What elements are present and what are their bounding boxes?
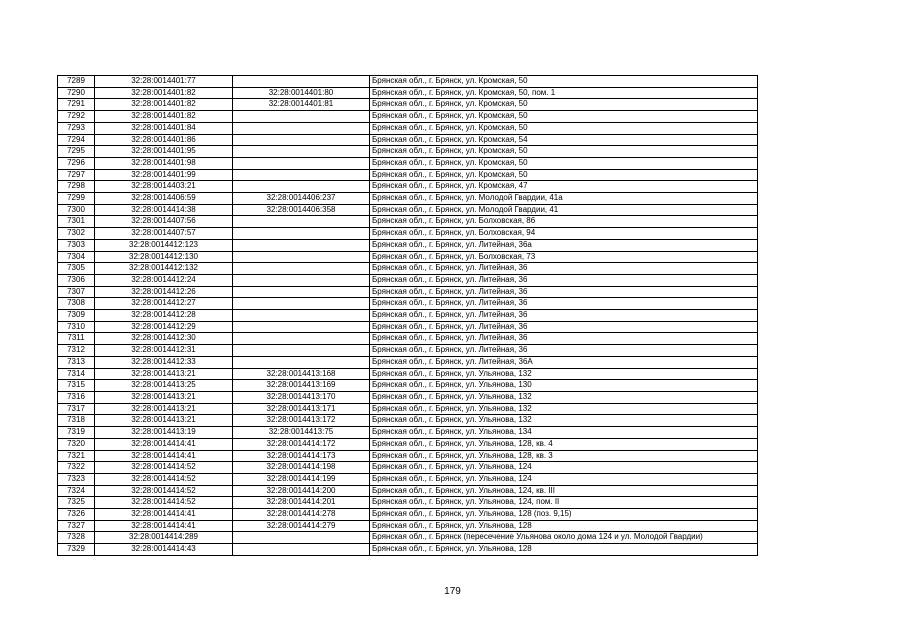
object-number-cell: 32:28:0014406:358 (233, 204, 370, 216)
cadastral-number-cell: 32:28:0014413:21 (95, 415, 233, 427)
object-number-cell (233, 286, 370, 298)
address-cell: Брянская обл., г. Брянск, ул. Ульянова, 132 (370, 391, 758, 403)
table-row (58, 415, 758, 427)
object-number-cell (233, 216, 370, 228)
table-row (58, 462, 758, 474)
address-cell: Брянская обл., г. Брянск, ул. Кромская, 50 (370, 157, 758, 169)
table-row (58, 146, 758, 158)
object-number-cell (233, 263, 370, 275)
row-number-cell: 7328 (58, 532, 95, 544)
row-number-cell: 7294 (58, 134, 95, 146)
address-cell: Брянская обл., г. Брянск, ул. Ульянова, 132 (370, 368, 758, 380)
table-row (58, 509, 758, 521)
cadastral-number-cell: 32:28:0014412:28 (95, 310, 233, 322)
address-cell: Брянская обл., г. Брянск, ул. Литейная, 36 (370, 345, 758, 357)
table-row (58, 251, 758, 263)
object-number-cell: 32:28:0014414:199 (233, 473, 370, 485)
object-number-cell: 32:28:0014413:75 (233, 427, 370, 439)
row-number-cell: 7322 (58, 462, 95, 474)
object-number-cell (233, 239, 370, 251)
row-number-cell: 7298 (58, 181, 95, 193)
table-row (58, 485, 758, 497)
object-number-cell: 32:28:0014413:172 (233, 415, 370, 427)
table-row (58, 497, 758, 509)
table-row (58, 473, 758, 485)
row-number-cell: 7291 (58, 99, 95, 111)
row-number-cell: 7297 (58, 169, 95, 181)
address-cell: Брянская обл., г. Брянск, ул. Литейная, 36 (370, 286, 758, 298)
cadastral-number-cell: 32:28:0014412:123 (95, 239, 233, 251)
table-row (58, 333, 758, 345)
cadastral-number-cell: 32:28:0014401:77 (95, 76, 233, 88)
address-cell: Брянская обл., г. Брянск, ул. Кромская, 50 (370, 99, 758, 111)
table-row (58, 111, 758, 123)
table-row (58, 310, 758, 322)
cadastral-number-cell: 32:28:0014414:41 (95, 450, 233, 462)
table-row (58, 532, 758, 544)
cadastral-number-cell: 32:28:0014412:26 (95, 286, 233, 298)
row-number-cell: 7312 (58, 345, 95, 357)
object-number-cell: 32:28:0014414:278 (233, 509, 370, 521)
table-row (58, 169, 758, 181)
object-number-cell (233, 345, 370, 357)
row-number-cell: 7301 (58, 216, 95, 228)
object-number-cell: 32:28:0014413:170 (233, 391, 370, 403)
address-cell: Брянская обл., г. Брянск, ул. Литейная, 36 (370, 321, 758, 333)
row-number-cell: 7292 (58, 111, 95, 123)
row-number-cell: 7305 (58, 263, 95, 275)
object-number-cell: 32:28:0014406:237 (233, 193, 370, 205)
object-number-cell (233, 310, 370, 322)
cadastral-number-cell: 32:28:0014414:41 (95, 438, 233, 450)
row-number-cell: 7327 (58, 520, 95, 532)
address-cell: Брянская обл., г. Брянск, ул. Литейная, 36 (370, 274, 758, 286)
row-number-cell: 7329 (58, 544, 95, 556)
table-row (58, 368, 758, 380)
row-number-cell: 7323 (58, 473, 95, 485)
row-number-cell: 7295 (58, 146, 95, 158)
cadastral-number-cell: 32:28:0014413:21 (95, 368, 233, 380)
object-number-cell (233, 181, 370, 193)
address-cell: Брянская обл., г. Брянск, ул. Литейная, 36 (370, 333, 758, 345)
object-number-cell: 32:28:0014414:173 (233, 450, 370, 462)
cadastral-number-cell: 32:28:0014412:31 (95, 345, 233, 357)
address-cell: Брянская обл., г. Брянск, ул. Кромская, 50, пом. 1 (370, 87, 758, 99)
table-row (58, 391, 758, 403)
row-number-cell: 7314 (58, 368, 95, 380)
cadastral-number-cell: 32:28:0014412:30 (95, 333, 233, 345)
cadastral-number-cell: 32:28:0014412:24 (95, 274, 233, 286)
table-row (58, 122, 758, 134)
table-row (58, 298, 758, 310)
row-number-cell: 7315 (58, 380, 95, 392)
row-number-cell: 7319 (58, 427, 95, 439)
object-number-cell: 32:28:0014401:80 (233, 87, 370, 99)
table-row (58, 520, 758, 532)
address-cell: Брянская обл., г. Брянск, ул. Кромская, 50 (370, 169, 758, 181)
object-number-cell (233, 122, 370, 134)
object-number-cell (233, 356, 370, 368)
address-cell: Брянская обл., г. Брянск, ул. Болховская, 73 (370, 251, 758, 263)
object-number-cell: 32:28:0014414:172 (233, 438, 370, 450)
table-row (58, 403, 758, 415)
object-number-cell (233, 251, 370, 263)
table-row (58, 263, 758, 275)
table-row (58, 204, 758, 216)
cadastral-number-cell: 32:28:0014412:27 (95, 298, 233, 310)
address-cell: Брянская обл., г. Брянск, ул. Ульянова, 124 (370, 462, 758, 474)
object-number-cell (233, 274, 370, 286)
address-cell: Брянская обл., г. Брянск, ул. Кромская, 50 (370, 122, 758, 134)
row-number-cell: 7325 (58, 497, 95, 509)
address-cell: Брянская обл., г. Брянск, ул. Ульянова, 130 (370, 380, 758, 392)
address-cell: Брянская обл., г. Брянск, ул. Ульянова, 128, кв. 3 (370, 450, 758, 462)
table-row (58, 286, 758, 298)
row-number-cell: 7326 (58, 509, 95, 521)
row-number-cell: 7310 (58, 321, 95, 333)
row-number-cell: 7313 (58, 356, 95, 368)
object-number-cell (233, 146, 370, 158)
object-number-cell: 32:28:0014413:168 (233, 368, 370, 380)
cadastral-number-cell: 32:28:0014414:52 (95, 473, 233, 485)
table-row (58, 345, 758, 357)
cadastral-number-cell: 32:28:0014414:52 (95, 497, 233, 509)
object-number-cell: 32:28:0014414:198 (233, 462, 370, 474)
row-number-cell: 7317 (58, 403, 95, 415)
object-number-cell (233, 76, 370, 88)
address-cell: Брянская обл., г. Брянск, ул. Болховская, 86 (370, 216, 758, 228)
row-number-cell: 7320 (58, 438, 95, 450)
row-number-cell: 7307 (58, 286, 95, 298)
address-cell: Брянская обл., г. Брянск, ул. Литейная, 36 (370, 310, 758, 322)
address-cell: Брянская обл., г. Брянск, ул. Ульянова, 134 (370, 427, 758, 439)
row-number-cell: 7300 (58, 204, 95, 216)
table-row (58, 274, 758, 286)
cadastral-number-cell: 32:28:0014414:52 (95, 462, 233, 474)
row-number-cell: 7302 (58, 228, 95, 240)
table-row (58, 427, 758, 439)
address-cell: Брянская обл., г. Брянск, ул. Ульянова, 128 (370, 544, 758, 556)
object-number-cell (233, 333, 370, 345)
cadastral-number-cell: 32:28:0014412:29 (95, 321, 233, 333)
cadastral-number-cell: 32:28:0014412:130 (95, 251, 233, 263)
page-number: 179 (444, 586, 461, 597)
address-cell: Брянская обл., г. Брянск, ул. Кромская, 50 (370, 76, 758, 88)
address-cell: Брянская обл., г. Брянск, ул. Ульянова, 124, пом. II (370, 497, 758, 509)
row-number-cell: 7293 (58, 122, 95, 134)
cadastral-number-cell: 32:28:0014407:56 (95, 216, 233, 228)
cadastral-number-cell: 32:28:0014401:99 (95, 169, 233, 181)
cadastral-number-cell: 32:28:0014414:52 (95, 485, 233, 497)
row-number-cell: 7289 (58, 76, 95, 88)
cadastral-number-cell: 32:28:0014413:21 (95, 391, 233, 403)
object-number-cell: 32:28:0014414:279 (233, 520, 370, 532)
object-number-cell (233, 298, 370, 310)
address-cell: Брянская обл., г. Брянск, ул. Литейная, 36а (370, 239, 758, 251)
object-number-cell (233, 134, 370, 146)
table-row (58, 438, 758, 450)
address-cell: Брянская обл., г. Брянск, ул. Ульянова, 132 (370, 403, 758, 415)
object-number-cell: 32:28:0014401:81 (233, 99, 370, 111)
cadastral-number-cell: 32:28:0014406:59 (95, 193, 233, 205)
address-cell: Брянская обл., г. Брянск, ул. Кромская, 50 (370, 146, 758, 158)
address-cell: Брянская обл., г. Брянск (пересечение Ульянова около дома 124 и ул. Молодой Гвардии) (370, 532, 758, 544)
address-cell: Брянская обл., г. Брянск, ул. Кромская, 50 (370, 111, 758, 123)
registry-table (57, 75, 758, 556)
row-number-cell: 7306 (58, 274, 95, 286)
object-number-cell: 32:28:0014414:200 (233, 485, 370, 497)
address-cell: Брянская обл., г. Брянск, ул. Ульянова, 128 (370, 520, 758, 532)
table-row (58, 87, 758, 99)
cadastral-number-cell: 32:28:0014401:86 (95, 134, 233, 146)
row-number-cell: 7299 (58, 193, 95, 205)
address-cell: Брянская обл., г. Брянск, ул. Литейная, 36 (370, 263, 758, 275)
object-number-cell (233, 157, 370, 169)
table-row (58, 356, 758, 368)
table-row (58, 321, 758, 333)
row-number-cell: 7304 (58, 251, 95, 263)
address-cell: Брянская обл., г. Брянск, ул. Кромская, 54 (370, 134, 758, 146)
address-cell: Брянская обл., г. Брянск, ул. Ульянова, 124, кв. III (370, 485, 758, 497)
object-number-cell: 32:28:0014413:169 (233, 380, 370, 392)
object-number-cell (233, 169, 370, 181)
row-number-cell: 7308 (58, 298, 95, 310)
row-number-cell: 7309 (58, 310, 95, 322)
row-number-cell: 7318 (58, 415, 95, 427)
row-number-cell: 7311 (58, 333, 95, 345)
cadastral-number-cell: 32:28:0014403:21 (95, 181, 233, 193)
table-row (58, 181, 758, 193)
cadastral-number-cell: 32:28:0014401:82 (95, 99, 233, 111)
object-number-cell (233, 111, 370, 123)
address-cell: Брянская обл., г. Брянск, ул. Литейная, 36А (370, 356, 758, 368)
cadastral-number-cell: 32:28:0014413:21 (95, 403, 233, 415)
table-row (58, 216, 758, 228)
object-number-cell: 32:28:0014413:171 (233, 403, 370, 415)
object-number-cell: 32:28:0014414:201 (233, 497, 370, 509)
cadastral-number-cell: 32:28:0014414:43 (95, 544, 233, 556)
row-number-cell: 7296 (58, 157, 95, 169)
object-number-cell (233, 228, 370, 240)
cadastral-number-cell: 32:28:0014413:19 (95, 427, 233, 439)
cadastral-number-cell: 32:28:0014401:84 (95, 122, 233, 134)
table-row (58, 228, 758, 240)
cadastral-number-cell: 32:28:0014401:98 (95, 157, 233, 169)
address-cell: Брянская обл., г. Брянск, ул. Ульянова, 128 (поз. 9,15) (370, 509, 758, 521)
cadastral-number-cell: 32:28:0014412:33 (95, 356, 233, 368)
address-cell: Брянская обл., г. Брянск, ул. Ульянова, 132 (370, 415, 758, 427)
table-row (58, 239, 758, 251)
address-cell: Брянская обл., г. Брянск, ул. Ульянова, 128, кв. 4 (370, 438, 758, 450)
cadastral-number-cell: 32:28:0014401:82 (95, 87, 233, 99)
object-number-cell (233, 544, 370, 556)
address-cell: Брянская обл., г. Брянск, ул. Болховская, 94 (370, 228, 758, 240)
table-row (58, 99, 758, 111)
table-row (58, 134, 758, 146)
table-row (58, 450, 758, 462)
address-cell: Брянская обл., г. Брянск, ул. Ульянова, 124 (370, 473, 758, 485)
table-row (58, 76, 758, 88)
cadastral-number-cell: 32:28:0014401:82 (95, 111, 233, 123)
cadastral-number-cell: 32:28:0014414:41 (95, 520, 233, 532)
cadastral-number-cell: 32:28:0014413:25 (95, 380, 233, 392)
registry-table-body (58, 76, 758, 556)
table-row (58, 544, 758, 556)
table-row (58, 157, 758, 169)
table-row (58, 380, 758, 392)
row-number-cell: 7324 (58, 485, 95, 497)
table-row (58, 193, 758, 205)
address-cell: Брянская обл., г. Брянск, ул. Молодой Гвардии, 41а (370, 193, 758, 205)
row-number-cell: 7321 (58, 450, 95, 462)
object-number-cell (233, 321, 370, 333)
object-number-cell (233, 532, 370, 544)
cadastral-number-cell: 32:28:0014412:132 (95, 263, 233, 275)
address-cell: Брянская обл., г. Брянск, ул. Кромская, 47 (370, 181, 758, 193)
address-cell: Брянская обл., г. Брянск, ул. Молодой Гвардии, 41 (370, 204, 758, 216)
cadastral-number-cell: 32:28:0014414:38 (95, 204, 233, 216)
row-number-cell: 7316 (58, 391, 95, 403)
row-number-cell: 7303 (58, 239, 95, 251)
address-cell: Брянская обл., г. Брянск, ул. Литейная, 36 (370, 298, 758, 310)
cadastral-number-cell: 32:28:0014414:41 (95, 509, 233, 521)
cadastral-number-cell: 32:28:0014414:289 (95, 532, 233, 544)
cadastral-number-cell: 32:28:0014401:95 (95, 146, 233, 158)
row-number-cell: 7290 (58, 87, 95, 99)
cadastral-number-cell: 32:28:0014407:57 (95, 228, 233, 240)
